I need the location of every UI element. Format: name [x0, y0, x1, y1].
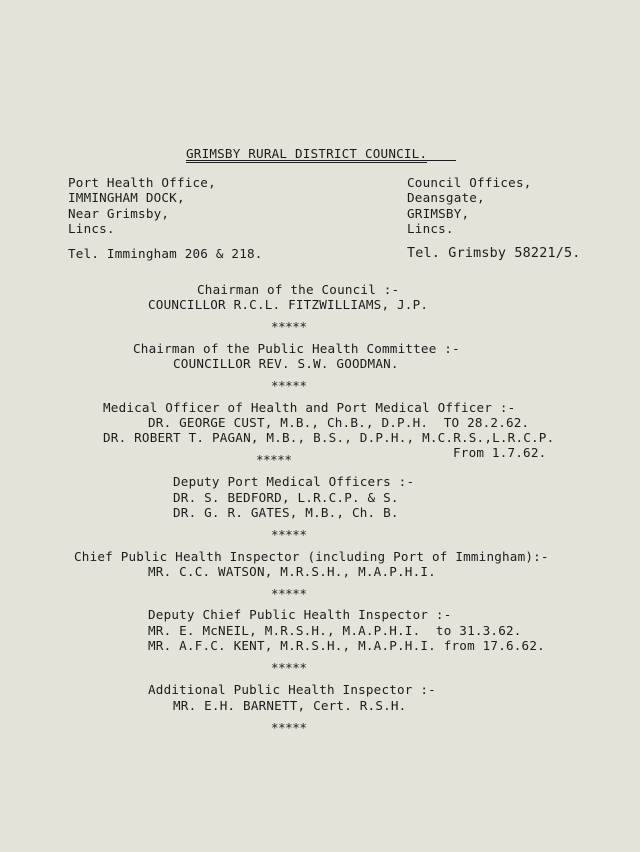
address-left-line-2: IMMINGHAM DOCK, — [68, 190, 185, 205]
deputy-pmo-name-1: DR. S. BEDFORD, L.R.C.P. & S. — [173, 490, 399, 505]
separator-1: ***** — [271, 319, 307, 334]
address-right-line-1: Council Offices, — [407, 175, 532, 190]
deputy-pmo-name-2: DR. G. R. GATES, M.B., Ch. B. — [173, 505, 399, 520]
telephone-right: Tel. Grimsby 58221/5. — [407, 246, 581, 261]
moh-name-1: DR. GEORGE CUST, M.B., Ch.B., D.P.H. TO 28.2.62. — [148, 415, 530, 430]
separator-2: ***** — [271, 378, 307, 393]
address-right-line-4: Lincs. — [407, 221, 454, 236]
health-committee-name: COUNCILLOR REV. S.W. GOODMAN. — [173, 356, 399, 371]
address-left-line-3: Near Grimsby, — [68, 206, 170, 221]
deputy-pmo-label: Deputy Port Medical Officers :- — [173, 474, 415, 489]
moh-name-2-from: From 1.7.62. — [453, 445, 547, 460]
separator-4: ***** — [271, 527, 307, 542]
cphi-label: Chief Public Health Inspector (including Port of Immingham):- — [74, 549, 549, 564]
address-left-line-1: Port Health Office, — [68, 175, 216, 190]
moh-label: Medical Officer of Health and Port Medical Officer :- — [103, 400, 516, 415]
additional-phi-label: Additional Public Health Inspector :- — [148, 682, 436, 697]
chairman-name: COUNCILLOR R.C.L. FITZWILLIAMS, J.P. — [148, 297, 429, 312]
cphi-name: MR. C.C. WATSON, M.R.S.H., M.A.P.H.I. — [148, 564, 436, 579]
deputy-cphi-label: Deputy Chief Public Health Inspector :- — [148, 607, 452, 622]
address-left-line-4: Lincs. — [68, 221, 115, 236]
chairman-label: Chairman of the Council :- — [197, 282, 400, 297]
title-underline — [186, 160, 456, 161]
separator-3: ***** — [256, 452, 292, 467]
moh-name-2: DR. ROBERT T. PAGAN, M.B., B.S., D.P.H., M.C.R.S.,L.R.C.P. — [103, 430, 555, 445]
telephone-left: Tel. Immingham 206 & 218. — [68, 246, 263, 261]
health-committee-label: Chairman of the Public Health Committee :- — [133, 341, 460, 356]
address-right-line-2: Deansgate, — [407, 190, 485, 205]
deputy-cphi-name-2: MR. A.F.C. KENT, M.R.S.H., M.A.P.H.I. from 17.6.62. — [148, 638, 545, 653]
deputy-cphi-name-1: MR. E. McNEIL, M.R.S.H., M.A.P.H.I. to 31.3.62. — [148, 623, 522, 638]
separator-5: ***** — [271, 586, 307, 601]
page-title: GRIMSBY RURAL DISTRICT COUNCIL. — [186, 146, 428, 161]
address-right-line-3: GRIMSBY, — [407, 206, 470, 221]
separator-7: ***** — [271, 720, 307, 735]
additional-phi-name: MR. E.H. BARNETT, Cert. R.S.H. — [173, 698, 407, 713]
separator-6: ***** — [271, 660, 307, 675]
